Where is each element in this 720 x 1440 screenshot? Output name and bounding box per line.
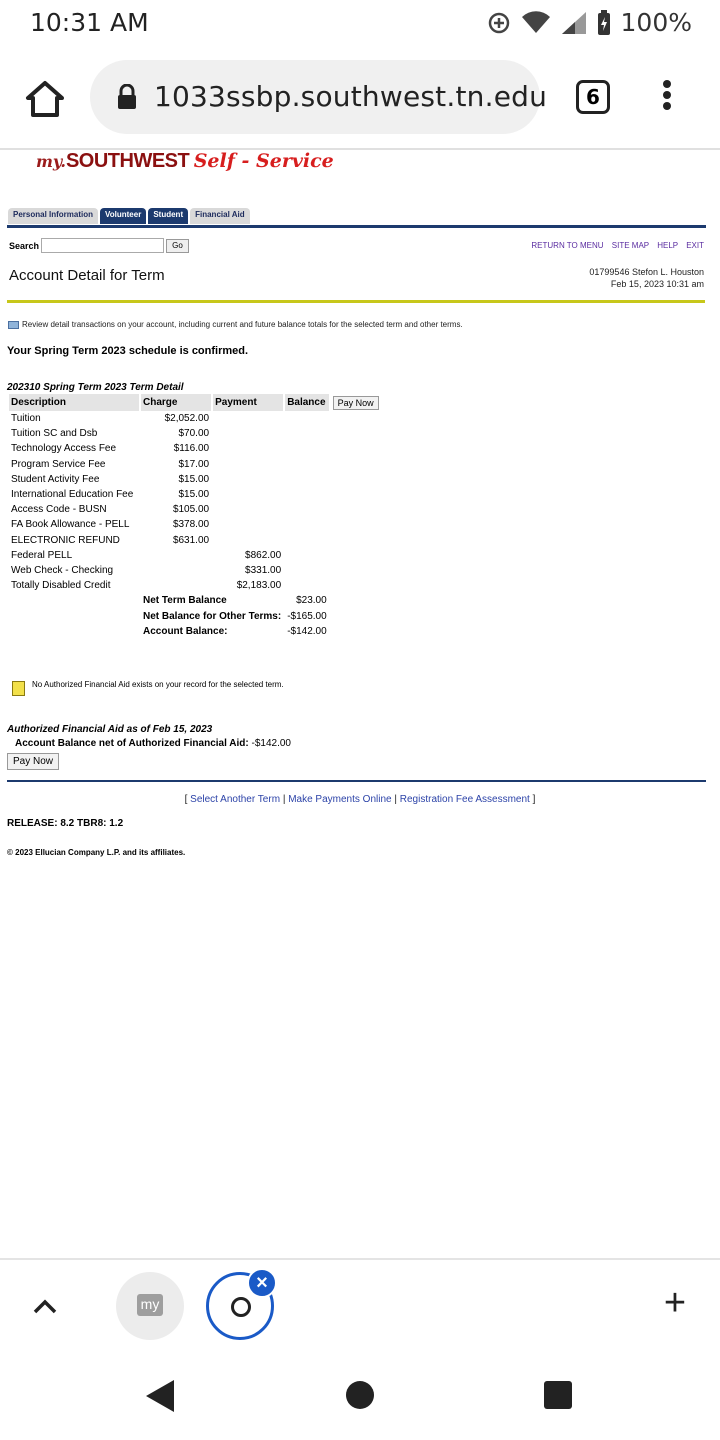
cell-description: Technology Access Fee bbox=[11, 443, 117, 455]
cell-description: Federal PELL bbox=[11, 549, 73, 561]
totals-row bbox=[9, 624, 381, 639]
bottom-links: [ Select Another Term | Make Payments Online | Registration Fee Assessment ] bbox=[184, 794, 536, 805]
lock-icon bbox=[116, 84, 138, 110]
schedule-confirmed-text: Your Spring Term 2023 schedule is confirmed. bbox=[7, 345, 249, 357]
release-text: RELEASE: 8.2 TBR8: 1.2 bbox=[7, 818, 124, 829]
close-tab-icon[interactable]: × bbox=[247, 1268, 277, 1298]
pay-now-button-header[interactable]: Pay Now bbox=[333, 396, 379, 410]
cell-charge: $631.00 bbox=[172, 534, 210, 546]
search-label: Search bbox=[9, 241, 40, 251]
cell-payment bbox=[213, 517, 283, 532]
totals-row bbox=[9, 593, 381, 608]
tab-student[interactable]: Student bbox=[148, 208, 188, 224]
address-bar[interactable] bbox=[90, 60, 548, 134]
user-info bbox=[589, 266, 704, 290]
chevron-up-icon[interactable] bbox=[30, 1294, 60, 1318]
term-detail-caption: 202310 Spring Term 2023 Term Detail bbox=[7, 382, 184, 393]
cell-description: International Education Fee bbox=[11, 489, 134, 501]
cell-payment bbox=[213, 441, 283, 456]
battery-icon bbox=[597, 10, 611, 36]
table-row bbox=[9, 441, 381, 456]
info-icon bbox=[8, 321, 19, 329]
total-label: Net Balance for Other Terms: bbox=[143, 610, 282, 622]
table-row bbox=[9, 563, 381, 578]
tab-thumbnail-my[interactable]: my bbox=[116, 1272, 184, 1340]
table-row bbox=[9, 487, 381, 502]
table-row bbox=[9, 578, 381, 593]
authorized-aid-caption: Authorized Financial Aid as of Feb 15, 2023 bbox=[7, 724, 213, 735]
make-payments-online-link[interactable]: Make Payments Online bbox=[288, 794, 392, 805]
cell-payment bbox=[213, 487, 283, 502]
wifi-icon bbox=[521, 11, 551, 35]
table-row bbox=[9, 502, 381, 517]
cell-charge: $105.00 bbox=[172, 504, 210, 516]
go-button[interactable]: Go bbox=[166, 239, 189, 253]
total-value: -$165.00 bbox=[287, 610, 327, 622]
col-payment: Payment bbox=[213, 394, 283, 411]
cell-payment: $862.00 bbox=[245, 549, 282, 561]
cell-charge bbox=[141, 548, 211, 563]
cell-charge: $15.00 bbox=[178, 489, 210, 501]
return-to-menu-link[interactable]: RETURN TO MENU bbox=[531, 241, 604, 250]
pay-now-button[interactable]: Pay Now bbox=[7, 753, 59, 770]
copyright-text: © 2023 Ellucian Company L.P. and its affiliates. bbox=[7, 848, 186, 857]
home-icon[interactable] bbox=[22, 76, 68, 122]
recents-icon[interactable] bbox=[544, 1381, 572, 1409]
system-nav-bar bbox=[0, 1352, 720, 1440]
cell-payment bbox=[213, 426, 283, 441]
note-icon bbox=[12, 681, 25, 696]
col-description: Description bbox=[9, 394, 139, 411]
total-label: Net Term Balance bbox=[143, 595, 227, 607]
cell-charge: $17.00 bbox=[178, 458, 210, 470]
new-tab-icon[interactable]: + bbox=[663, 1282, 687, 1324]
site-map-link[interactable]: SITE MAP bbox=[611, 241, 649, 250]
nav-divider bbox=[7, 225, 706, 228]
cell-charge: $70.00 bbox=[178, 428, 210, 440]
totals-row bbox=[9, 608, 381, 623]
tab-strip bbox=[0, 1258, 720, 1352]
cell-description: Tuition SC and Dsb bbox=[11, 428, 98, 440]
tab-switcher-button[interactable]: 6 bbox=[576, 80, 610, 114]
cell-description: Access Code - BUSN bbox=[11, 504, 107, 516]
user-id-name: 01799546 Stefon L. Houston bbox=[589, 267, 704, 277]
tab-volunteer[interactable]: Volunteer bbox=[100, 208, 146, 224]
help-link[interactable]: HELP bbox=[657, 241, 678, 250]
status-icons bbox=[487, 8, 692, 37]
cell-payment bbox=[213, 472, 283, 487]
total-value: $23.00 bbox=[296, 595, 327, 607]
table-row bbox=[9, 426, 381, 441]
cell-payment: $2,183.00 bbox=[236, 580, 282, 592]
cell-description: Web Check - Checking bbox=[11, 564, 114, 576]
cell-charge: $116.00 bbox=[173, 443, 210, 455]
home-button-icon[interactable] bbox=[346, 1381, 374, 1409]
browser-toolbar bbox=[0, 46, 720, 150]
cell-payment bbox=[213, 533, 283, 548]
cell-description: Tuition bbox=[11, 413, 41, 425]
battery-percent: 100% bbox=[620, 8, 692, 37]
top-links bbox=[525, 241, 704, 250]
status-bar bbox=[0, 0, 720, 46]
registration-fee-assessment-link[interactable]: Registration Fee Assessment bbox=[399, 794, 530, 805]
col-charge: Charge bbox=[141, 394, 211, 411]
signal-icon bbox=[561, 11, 587, 35]
total-label: Account Balance: bbox=[143, 625, 228, 637]
total-value: -$142.00 bbox=[287, 625, 327, 637]
table-row bbox=[9, 533, 381, 548]
cell-charge: $378.00 bbox=[172, 519, 210, 531]
back-icon[interactable] bbox=[146, 1380, 174, 1412]
cell-description: ELECTRONIC REFUND bbox=[11, 534, 120, 546]
table-row bbox=[9, 548, 381, 563]
cell-charge: $2,052.00 bbox=[164, 413, 210, 425]
table-row bbox=[9, 411, 381, 426]
cell-charge bbox=[141, 578, 211, 593]
user-datetime: Feb 15, 2023 10:31 am bbox=[610, 279, 704, 289]
term-detail-table bbox=[7, 394, 383, 639]
table-row bbox=[9, 457, 381, 472]
select-another-term-link[interactable]: Select Another Term bbox=[190, 794, 281, 805]
cell-charge bbox=[141, 563, 211, 578]
cell-charge: $15.00 bbox=[178, 473, 210, 485]
web-page bbox=[0, 150, 720, 1258]
authorized-aid-line: Account Balance net of Authorized Financial Aid: -$142.00 bbox=[15, 738, 291, 749]
title-divider bbox=[7, 300, 705, 303]
bottom-divider bbox=[7, 780, 706, 782]
cell-payment: $331.00 bbox=[245, 564, 282, 576]
cell-description: FA Book Allowance - PELL bbox=[11, 519, 130, 531]
url-text: 1033ssbp.southwest.tn.edu bbox=[154, 80, 548, 113]
page-title: Account Detail for Term bbox=[9, 267, 165, 284]
cell-payment bbox=[213, 502, 283, 517]
authorized-aid-value: -$142.00 bbox=[251, 738, 291, 749]
search-input[interactable] bbox=[41, 238, 164, 253]
mysouthwest-logo[interactable]: my.SOUTHWEST Self - Service bbox=[36, 150, 334, 172]
data-saver-icon bbox=[487, 11, 511, 35]
col-balance: Balance bbox=[285, 394, 328, 411]
info-text: Review detail transactions on your account, including current and future balance totals for the selected term and other terms. bbox=[8, 320, 463, 329]
overflow-menu-icon[interactable] bbox=[660, 80, 674, 114]
cell-description: Student Activity Fee bbox=[11, 473, 100, 485]
cell-description: Program Service Fee bbox=[11, 458, 106, 470]
cell-description: Totally Disabled Credit bbox=[11, 580, 111, 592]
globe-icon bbox=[231, 1297, 251, 1317]
table-row bbox=[9, 472, 381, 487]
financial-aid-note: No Authorized Financial Aid exists on your record for the selected term. bbox=[12, 680, 284, 696]
status-time: 10:31 AM bbox=[30, 8, 149, 37]
tab-personal-information[interactable]: Personal Information bbox=[8, 208, 98, 224]
cell-payment bbox=[213, 457, 283, 472]
main-nav-tabs bbox=[8, 208, 252, 224]
exit-link[interactable]: EXIT bbox=[686, 241, 704, 250]
tab-financial-aid[interactable]: Financial Aid bbox=[190, 208, 250, 224]
cell-payment bbox=[213, 411, 283, 426]
table-row bbox=[9, 517, 381, 532]
